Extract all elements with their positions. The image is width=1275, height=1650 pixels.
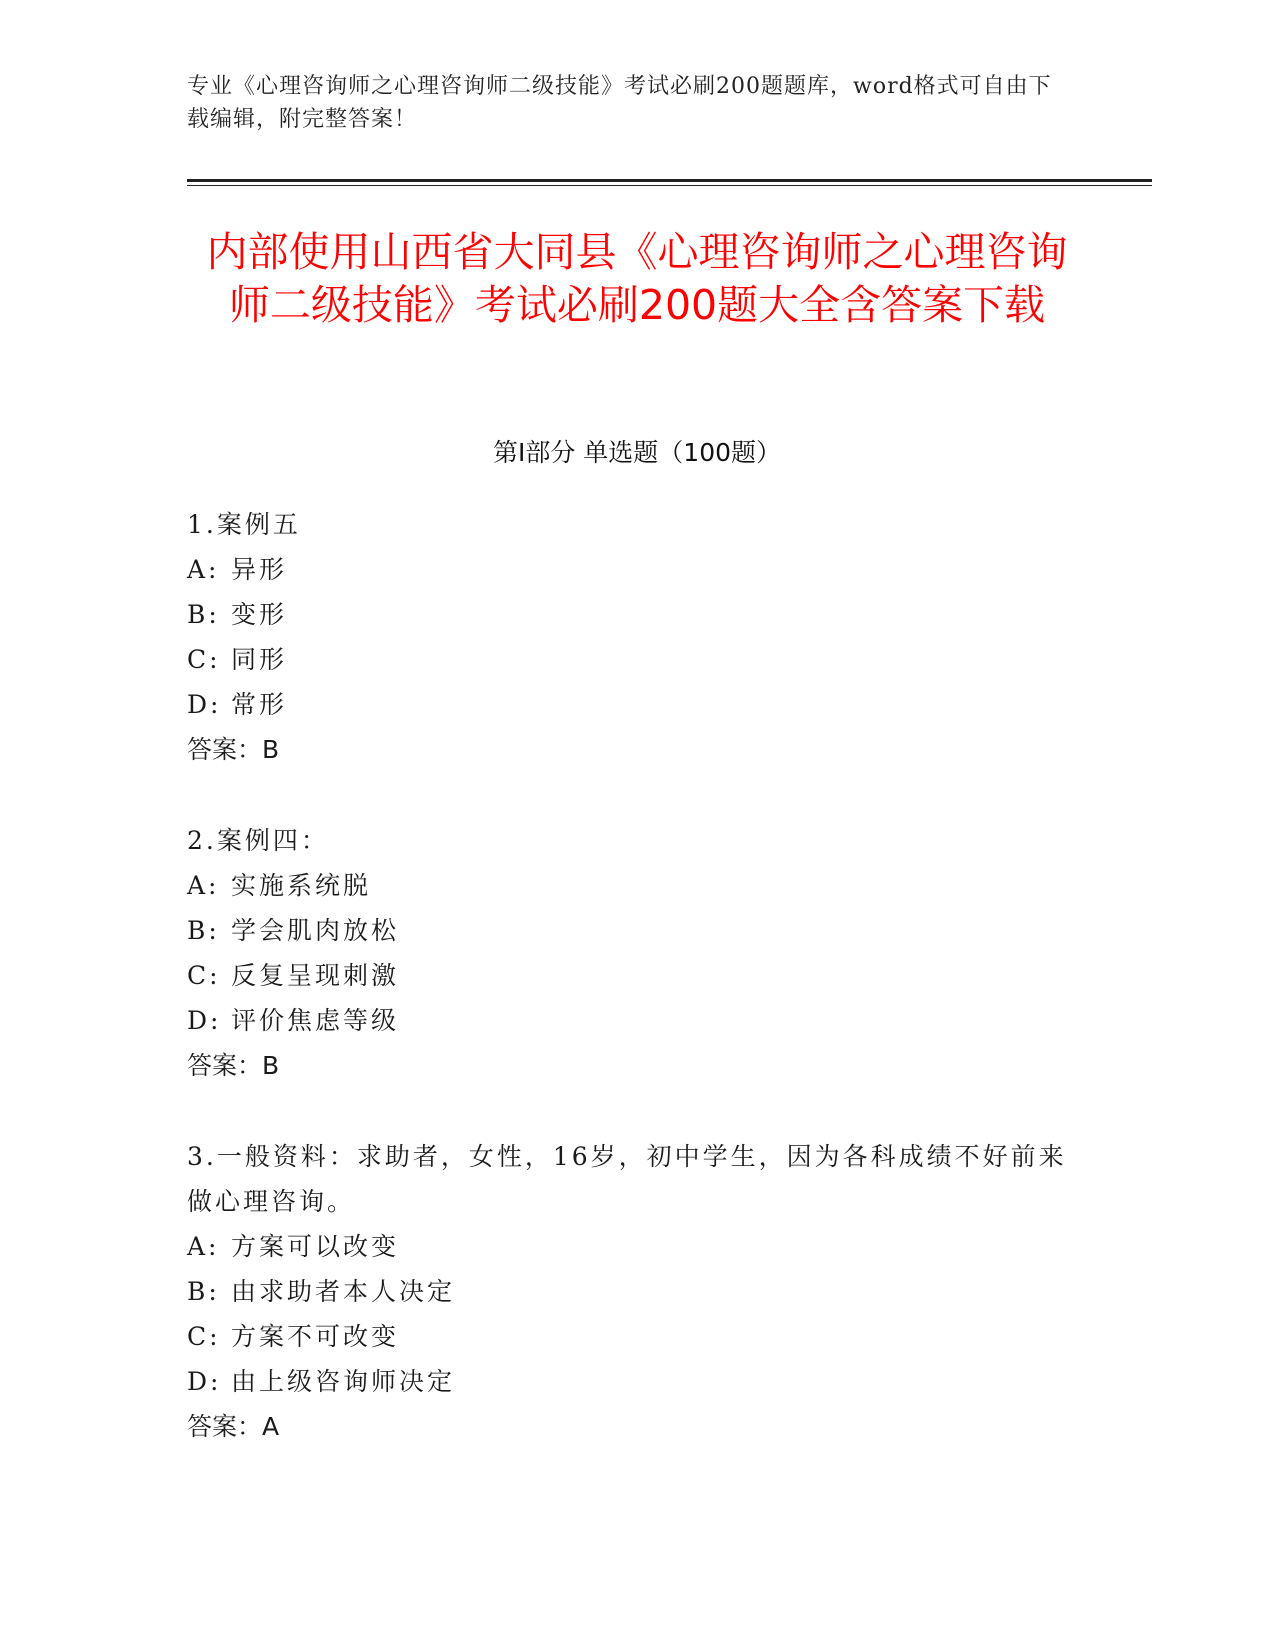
option-d xyxy=(187,682,1067,727)
document-title: 内部使用山西省大同县《心理咨询师之心理咨询师二级技能》考试必刷200题大全含答案下载 xyxy=(206,228,1068,329)
option-text: 常形 xyxy=(231,690,288,719)
option-letter: D: xyxy=(187,1367,222,1396)
option-letter: B: xyxy=(187,600,220,629)
question-stem: 3.一般资料：求助者，女性，16岁，初中学生，因为各科成绩不好前来做心理咨询。 xyxy=(187,1142,1067,1216)
header-rule-thin xyxy=(187,185,1152,186)
option-text: 方案不可改变 xyxy=(231,1322,400,1351)
option-text: 实施系统脱 xyxy=(231,871,372,900)
option-text: 由求助者本人决定 xyxy=(231,1277,456,1306)
option-letter: B: xyxy=(187,916,220,945)
option-letter: D: xyxy=(187,1006,222,1035)
answer-line: 答案：B xyxy=(187,1051,280,1080)
option-letter: A: xyxy=(187,555,220,584)
question-1 xyxy=(187,502,1067,772)
option-b xyxy=(187,908,1067,953)
question-stem: 2.案例四： xyxy=(187,826,329,855)
option-text: 异形 xyxy=(231,555,288,584)
option-a xyxy=(187,547,1067,592)
option-letter: C: xyxy=(187,645,221,674)
option-text: 同形 xyxy=(231,645,288,674)
section-heading: 第Ⅰ部分 单选题（100题） xyxy=(492,438,782,467)
option-c xyxy=(187,953,1067,998)
option-text: 方案可以改变 xyxy=(231,1232,400,1261)
option-letter: D: xyxy=(187,690,222,719)
option-letter: C: xyxy=(187,961,221,990)
option-text: 由上级咨询师决定 xyxy=(231,1367,456,1396)
option-d xyxy=(187,998,1067,1043)
option-text: 反复呈现刺激 xyxy=(231,961,400,990)
answer-line: 答案：B xyxy=(187,735,280,764)
question-3 xyxy=(187,1134,1067,1449)
answer-line: 答案：A xyxy=(187,1412,280,1441)
option-b xyxy=(187,592,1067,637)
option-letter: A: xyxy=(187,1232,220,1261)
question-stem: 1.案例五 xyxy=(187,510,301,539)
option-letter: A: xyxy=(187,871,220,900)
option-text: 变形 xyxy=(231,600,288,629)
option-text: 学会肌肉放松 xyxy=(231,916,400,945)
option-a xyxy=(187,863,1067,908)
option-c xyxy=(187,1314,1067,1359)
header-rule-thick xyxy=(187,179,1152,182)
option-letter: B: xyxy=(187,1277,220,1306)
option-c xyxy=(187,637,1067,682)
option-b xyxy=(187,1269,1067,1314)
header-note: 专业《心理咨询师之心理咨询师二级技能》考试必刷200题题库，word格式可自由下载编辑，附完整答案！ xyxy=(187,74,1052,132)
option-d xyxy=(187,1359,1067,1404)
option-letter: C: xyxy=(187,1322,221,1351)
option-text: 评价焦虑等级 xyxy=(231,1006,400,1035)
option-a xyxy=(187,1224,1067,1269)
question-2 xyxy=(187,818,1067,1088)
